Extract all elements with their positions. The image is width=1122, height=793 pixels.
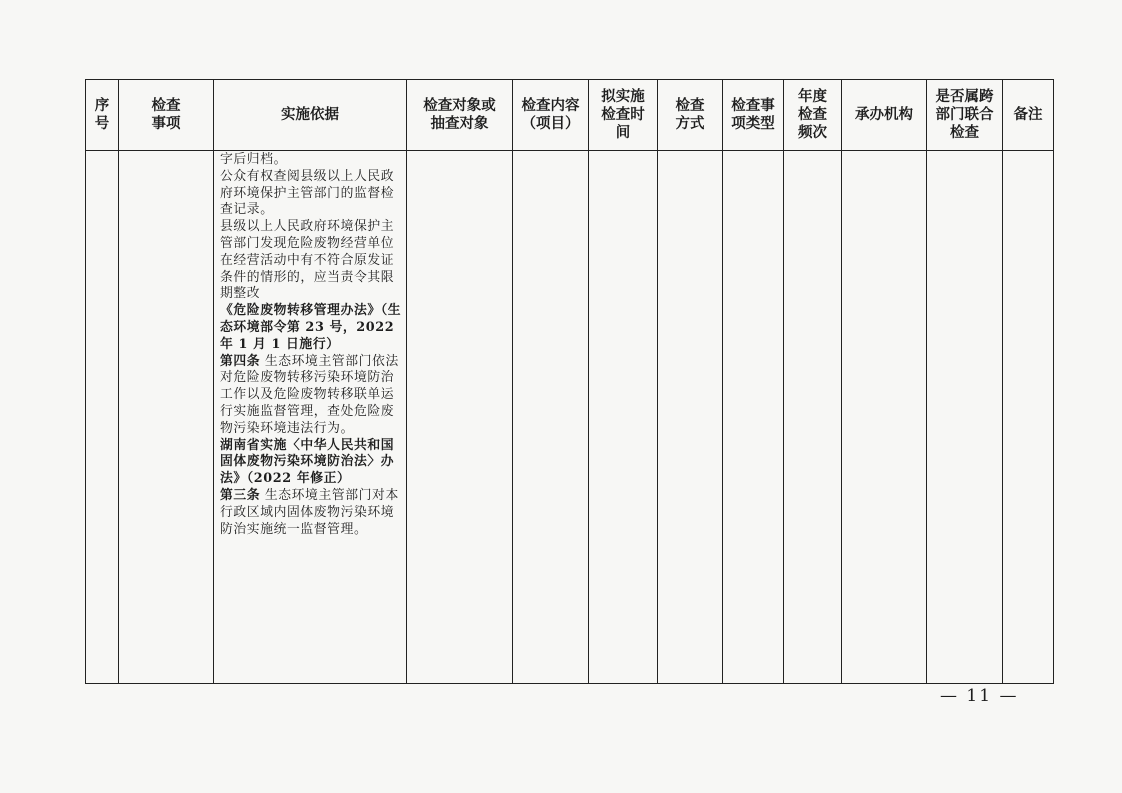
basis-article bbox=[220, 488, 403, 538]
article-text: 生态环境主管部门对本行政区域内固体废物污染环境防治实施统一监督管理。 bbox=[220, 487, 399, 537]
cell-remarks bbox=[1003, 151, 1054, 684]
page-number: — 11 — bbox=[940, 686, 1019, 706]
basis-text bbox=[214, 151, 406, 538]
header-content: 检查内容 （项目） bbox=[513, 80, 589, 151]
basis-paragraph: 县级以上人民政府环境保护主管部门发现危险废物经营单位在经营活动中有不符合原发证条件的情形的，应当责令其限期整改 bbox=[220, 219, 395, 302]
cell-index bbox=[86, 151, 119, 684]
header-inspection-item: 检查 事项 bbox=[119, 80, 214, 151]
article-text: 生态环境主管部门依法对危险废物转移污染环境防治工作以及危险废物转移联单运行实施监督管理，查处危险废物污染环境违法行为。 bbox=[220, 353, 399, 436]
header-annual-frequency: 年度 检查 频次 bbox=[784, 80, 842, 151]
header-item-type: 检查事 项类型 bbox=[723, 80, 784, 151]
header-index: 序 号 bbox=[86, 80, 119, 151]
cell-method bbox=[658, 151, 723, 684]
regulation-title: 《危险废物转移管理办法》（生态环境部令第 23 号，2022 年 1 月 1 日施行） bbox=[220, 303, 402, 352]
table-row bbox=[86, 151, 1054, 684]
header-row bbox=[86, 80, 1054, 151]
basis-article bbox=[220, 354, 403, 438]
header-organizer: 承办机构 bbox=[842, 80, 927, 151]
cell-joint-inspection bbox=[927, 151, 1003, 684]
cell-target bbox=[407, 151, 513, 684]
basis-paragraph: 字后归档。 bbox=[220, 152, 287, 167]
cell-basis bbox=[214, 151, 407, 684]
inspection-table bbox=[85, 79, 1054, 684]
header-planned-time: 拟实施 检查时 间 bbox=[589, 80, 658, 151]
cell-inspection-item bbox=[119, 151, 214, 684]
header-remarks: 备注 bbox=[1003, 80, 1054, 151]
cell-annual-frequency bbox=[784, 151, 842, 684]
header-target: 检查对象或 抽查对象 bbox=[407, 80, 513, 151]
cell-planned-time bbox=[589, 151, 658, 684]
regulation-title: 湖南省实施〈中华人民共和国固体废物污染环境防治法〉办法》（2022 年修正） bbox=[220, 437, 395, 487]
basis-paragraph: 公众有权查阅县级以上人民政府环境保护主管部门的监督检查记录。 bbox=[220, 168, 395, 218]
article-number: 第四条 bbox=[220, 353, 261, 369]
header-method: 检查 方式 bbox=[658, 80, 723, 151]
cell-item-type bbox=[723, 151, 784, 684]
header-joint-inspection: 是否属跨 部门联合 检查 bbox=[927, 80, 1003, 151]
cell-organizer bbox=[842, 151, 927, 684]
article-number: 第三条 bbox=[220, 487, 261, 503]
header-basis: 实施依据 bbox=[214, 80, 407, 151]
cell-content bbox=[513, 151, 589, 684]
